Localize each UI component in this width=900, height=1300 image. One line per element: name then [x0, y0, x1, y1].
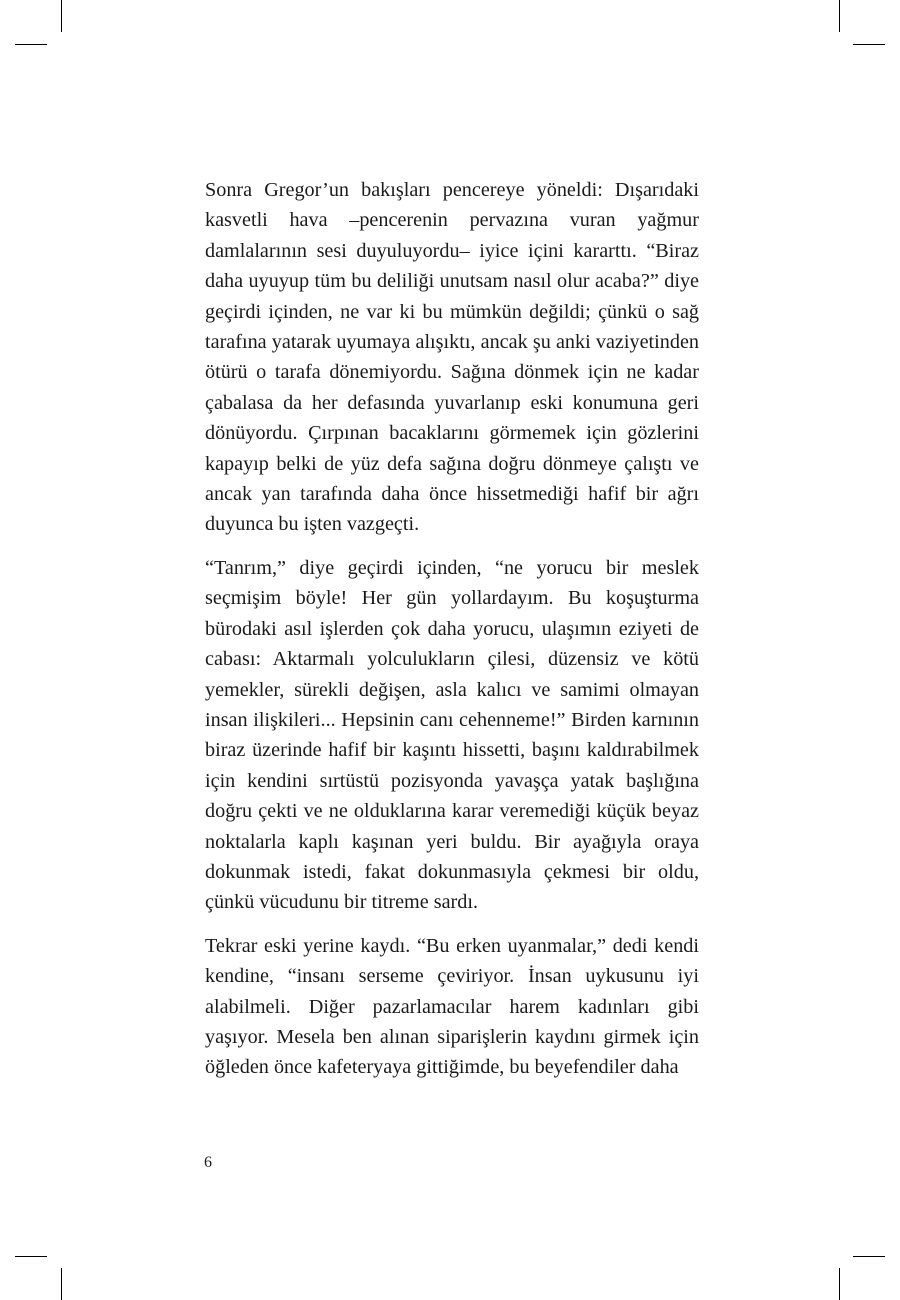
crop-mark-bottom-right-horizontal	[853, 1256, 885, 1257]
crop-mark-bottom-left-horizontal	[15, 1256, 47, 1257]
paragraph-2: “Tanrım,” diye geçirdi içinden, “ne yorucu bir meslek seçmişim böyle! Her gün yollardayım. Bu koşuşturma bürodaki asıl işlerden çok daha yorucu, ulaşımın eziyeti de cabası: Aktarmalı yolculukların çilesi, düzensiz ve kötü yemekler, sürekli değişen, asla kalıcı ve samimi olmayan insan ilişkileri... Hepsinin canı cehenneme!” Birden karnının biraz üzerinde hafif bir kaşıntı hissetti, başını kaldırabilmek için kendini sırtüstü pozisyonda yavaşça yatak başlığına doğru çekti ve ne olduklarına karar veremediği küçük beyaz noktalarla kaplı kaşınan yeri buldu. Bir ayağıyla oraya dokunmak istedi, fakat dokunmasıyla çekmesi bir oldu, çünkü vücudunu bir titreme sardı.	[205, 556, 699, 914]
page-number: 6	[204, 1154, 212, 1171]
paragraph-1: Sonra Gregor’un bakışları pencereye yöneldi: Dışarıdaki kasvetli hava –pencerenin pervazına vuran yağmur damlalarının sesi duyuluyordu– iyice içini kararttı. “Biraz daha uyuyup tüm bu deliliği unutsam nasıl olur acaba?” diye geçirdi içinden, ne var ki bu mümkün değildi; çünkü o sağ tarafına yatarak uyumaya alışıktı, ancak şu anki vaziyetinden ötürü o tarafa dönemiyordu. Sağına dönmek için ne kadar çabalasa da her defasında yuvarlanıp eski konumuna geri dönüyordu. Çırpınan bacaklarını görmemek için gözlerini kapayıp belki de yüz defa sağına doğru dönmeye çalıştı ve ancak yan tarafında daha önce hissetmediği hafif bir ağrı duyunca bu işten vazgeçti.	[205, 179, 699, 536]
crop-mark-top-left-vertical	[61, 0, 62, 32]
crop-mark-top-right-horizontal	[853, 44, 885, 45]
crop-mark-top-right-vertical	[839, 0, 840, 32]
crop-mark-top-left-horizontal	[15, 44, 47, 45]
body-text	[205, 175, 699, 1096]
crop-mark-bottom-right-vertical	[839, 1268, 840, 1300]
crop-mark-bottom-left-vertical	[61, 1268, 62, 1300]
paragraph-3: Tekrar eski yerine kaydı. “Bu erken uyanmalar,” dedi kendi kendine, “insanı serseme çeviriyor. İnsan uykusunu iyi alabilmeli. Diğer pazarlamacılar harem kadınları gibi yaşıyor. Mesela ben alınan siparişlerin kaydını girmek için öğleden önce kafeteryaya gittiğimde, bu beyefendiler daha	[205, 934, 699, 1079]
